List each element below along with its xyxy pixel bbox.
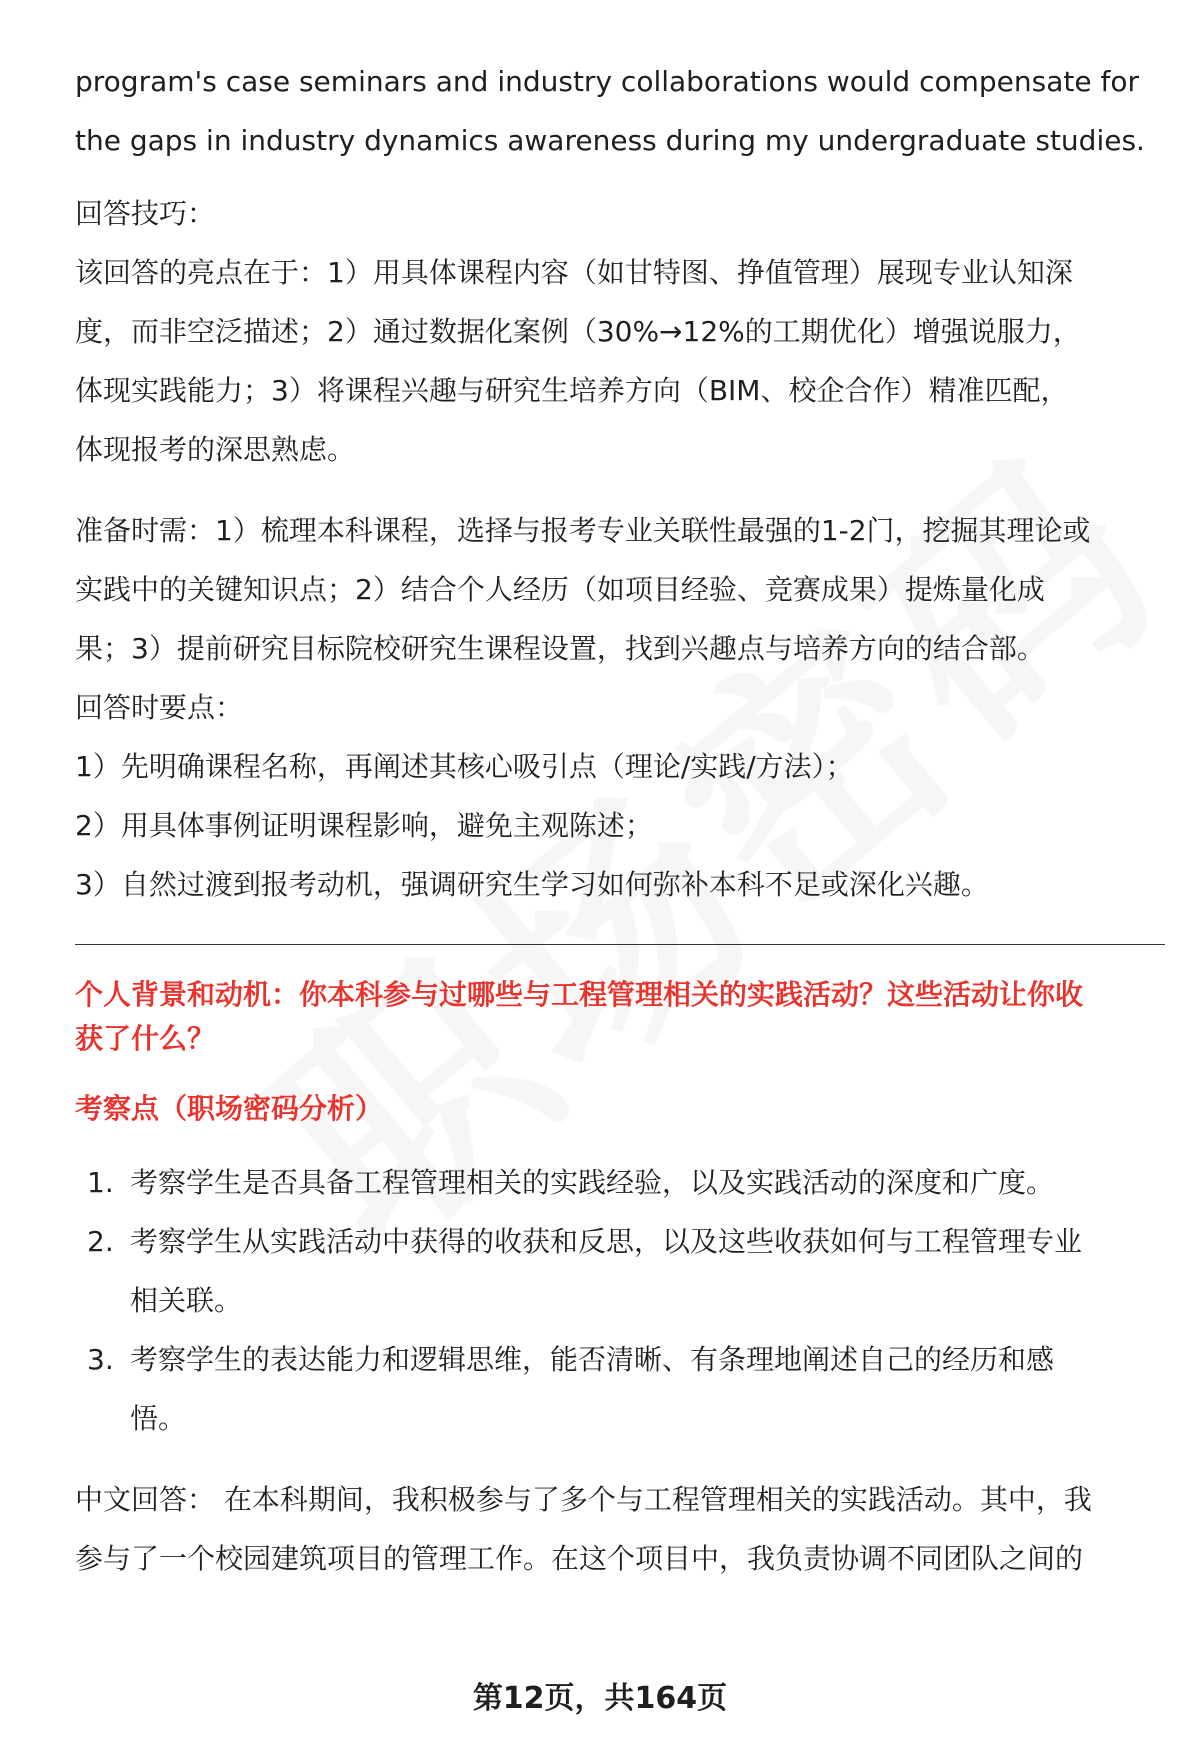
keypoints-label: 回答时要点： (75, 691, 244, 724)
list-item (75, 1330, 1165, 1448)
keypoints-section (75, 678, 1165, 914)
prep-section (75, 501, 1165, 678)
tips-section (75, 184, 1165, 479)
text-line: 度，而非空泛描述；2）通过数据化案例（30%→12%的工期优化）增强说服力， (75, 315, 1081, 348)
list-text: 悟。 (130, 1402, 187, 1435)
text-line: 实践中的关键知识点；2）结合个人经历（如项目经验、竞赛成果）提炼量化成 (75, 573, 1045, 606)
tips-label: 回答技巧： (75, 197, 216, 230)
list-text: 考察学生是否具备工程管理相关的实践经验，以及实践活动的深度和广度。 (130, 1166, 1055, 1199)
intro-paragraph (75, 52, 1165, 170)
list-text: 考察学生的表达能力和逻辑思维，能否清晰、有条理地阐述自己的经历和感 (130, 1343, 1055, 1376)
list-number: 1. (87, 1166, 114, 1199)
document-page (75, 52, 1165, 1588)
text-line: 果；3）提前研究目标院校研究生课程设置，找到兴趣点与培养方向的结合部。 (75, 632, 1045, 665)
list-number: 2. (87, 1225, 114, 1258)
text-line: the gaps in industry dynamics awareness during my undergraduate studies. (75, 124, 1145, 157)
keypoint-item: 3）自然过渡到报考动机，强调研究生学习如何弥补本科不足或深化兴趣。 (75, 868, 989, 901)
text-line: 准备时需：1）梳理本科课程，选择与报考专业关联性最强的1-2门，挖掘其理论或 (75, 514, 1091, 547)
keypoint-item: 2）用具体事例证明课程影响，避免主观陈述； (75, 809, 653, 842)
page-number: 第12页，共164页 (472, 1681, 728, 1716)
text-line: 体现实践能力；3）将课程兴趣与研究生培养方向（BIM、校企合作）精准匹配， (75, 374, 1069, 407)
text-line: 该回答的亮点在于：1）用具体课程内容（如甘特图、挣值管理）展现专业认知深 (75, 256, 1073, 289)
list-number: 3. (87, 1343, 114, 1376)
analysis-list (75, 1153, 1165, 1448)
section-divider (75, 944, 1165, 945)
text-line: 体现报考的深思熟虑。 (75, 433, 356, 466)
keypoint-item: 1）先明确课程名称，再阐述其核心吸引点（理论/实践/方法）； (75, 750, 854, 783)
list-item (75, 1153, 1165, 1212)
text-line: 中文回答： 在本科期间，我积极参与了多个与工程管理相关的实践活动。其中，我 (75, 1483, 1092, 1516)
question-line: 个人背景和动机：你本科参与过哪些与工程管理相关的实践活动？这些活动让你收 (75, 978, 1084, 1011)
text-line: program's case seminars and industry collaborations would compensate for (75, 65, 1139, 98)
list-item (75, 1212, 1165, 1330)
list-text: 考察学生从实践活动中获得的收获和反思，以及这些收获如何与工程管理专业 (130, 1225, 1083, 1258)
question-line: 获了什么？ (75, 1022, 216, 1055)
list-text: 相关联。 (130, 1284, 243, 1317)
text-line: 参与了一个校园建筑项目的管理工作。在这个项目中，我负责协调不同团队之间的 (75, 1542, 1084, 1575)
answer-paragraph (75, 1470, 1165, 1588)
analysis-title: 考察点（职场密码分析） (75, 1092, 384, 1125)
question-heading (75, 973, 1165, 1061)
